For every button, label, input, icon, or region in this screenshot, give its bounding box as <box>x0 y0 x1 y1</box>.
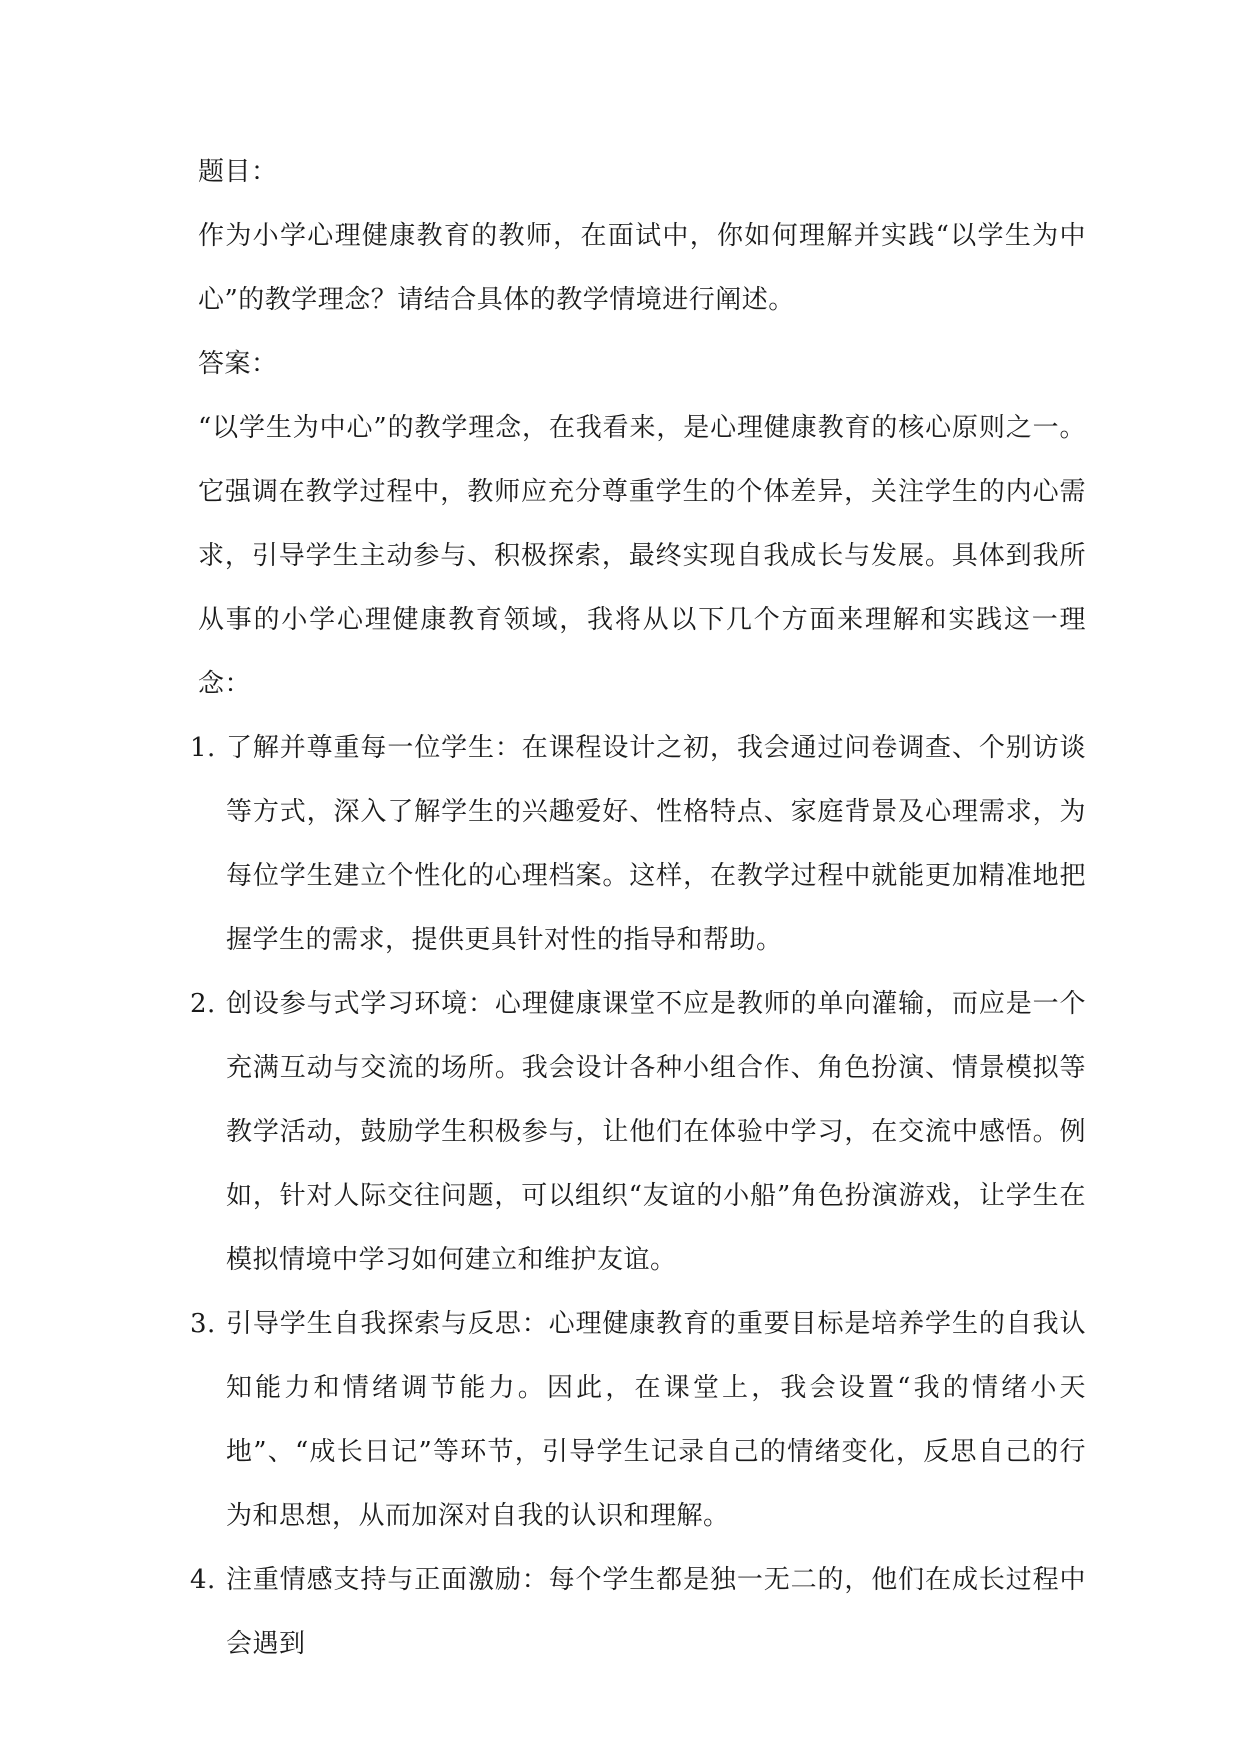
list-item-text: 注重情感支持与正面激励：每个学生都是独一无二的，他们在成长过程中会遇到 <box>226 1565 1086 1659</box>
list-item-text: 了解并尊重每一位学生：在课程设计之初，我会通过问卷调查、个别访谈等方式，深入了解学生的兴趣爱好、性格特点、家庭背景及心理需求，为每位学生建立个性化的心理档案。这样，在教学过程中就能更加精准地把握学生的需求，提供更具针对性的指导和帮助。 <box>226 733 1086 955</box>
list-item-number: 4. <box>190 1565 216 1595</box>
list-item-text: 创设参与式学习环境：心理健康课堂不应是教师的单向灌输，而应是一个充满互动与交流的场所。我会设计各种小组合作、角色扮演、情景模拟等教学活动，鼓励学生积极参与，让他们在体验中学习，在交流中感悟。例如，针对人际交往问题，可以组织“友谊的小船”角色扮演游戏，让学生在模拟情境中学习如何建立和维护友谊。 <box>226 989 1086 1275</box>
answer-label: 答案： <box>198 349 278 379</box>
answer-intro: “以学生为中心”的教学理念，在我看来，是心理健康教育的核心原则之一。它强调在教学过程中，教师应充分尊重学生的个体差异，关注学生的内心需求，引导学生主动参与、积极探索，最终实现自我成长与发展。具体到我所从事的小学心理健康教育领域，我将从以下几个方面来理解和实践这一理念： <box>198 413 1086 699</box>
list-item-number: 1. <box>190 733 216 763</box>
list-item-number: 3. <box>190 1309 216 1339</box>
list-item <box>190 716 1086 972</box>
list-item <box>190 1292 1086 1548</box>
list-item-number: 2. <box>190 989 216 1019</box>
list-item <box>190 1548 1086 1676</box>
question-text: 作为小学心理健康教育的教师，在面试中，你如何理解并实践“以学生为中心”的教学理念？请结合具体的教学情境进行阐述。 <box>198 221 1086 315</box>
document-page <box>190 140 1086 1676</box>
answer-list <box>190 716 1086 1676</box>
list-item-text: 引导学生自我探索与反思：心理健康教育的重要目标是培养学生的自我认知能力和情绪调节能力。因此，在课堂上，我会设置“我的情绪小天地”、“成长日记”等环节，引导学生记录自己的情绪变化，反思自己的行为和思想，从而加深对自我的认识和理解。 <box>226 1309 1086 1531</box>
question-label: 题目： <box>198 157 278 187</box>
list-item <box>190 972 1086 1292</box>
